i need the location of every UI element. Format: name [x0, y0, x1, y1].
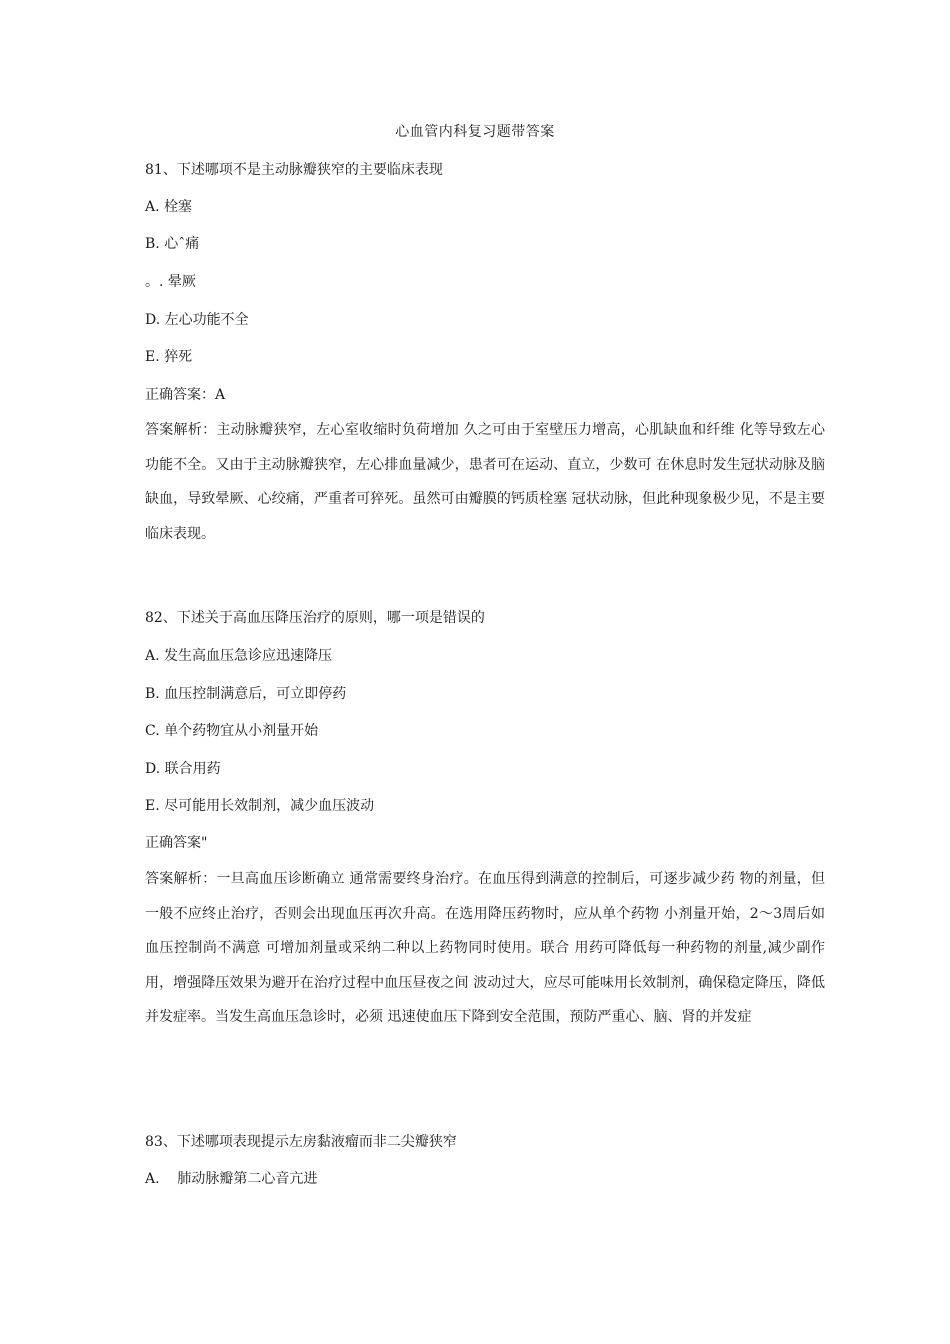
correct-answer-81: 正确答案：A — [145, 387, 226, 403]
option-b: B. 血压控制满意后，可立即停药 — [145, 686, 347, 702]
page-title: 心血管内科复习题带答案 — [395, 124, 555, 140]
option-c: 。. 晕厥 — [145, 274, 196, 290]
explanation-81: 答案解析：主动脉瓣狭窄，左心室收缩时负荷增加 久之可由于室壁压力增高，心肌缺血和纤维 化等导致左心功能不全。又由于主动脉瓣狭窄，左心排血量减少，患者可在运动、直立，少数可 在休息时发生冠状动脉及脑缺血，导致晕厥、心绞痛，严重者可猝死。虽然可由瓣膜的钙质栓塞 冠状动脉，但此种现象极少见，不是主要临床表现。 — [145, 422, 825, 542]
option-a: A. 栓塞 — [145, 199, 193, 215]
option-d: D. 左心功能不全 — [145, 312, 249, 328]
correct-answer-82: 正确答案" — [145, 835, 208, 851]
option-e: E. 尽可能用长效制剂，减少血压波动 — [145, 798, 375, 814]
option-d: D. 联合用药 — [145, 761, 221, 777]
option-a: A. 肺动脉瓣第二心音亢进 — [145, 1171, 318, 1187]
question-stem-81: 81、下述哪项不是主动脉瓣狭窄的主要临床表现 — [145, 162, 443, 178]
option-e: E. 猝死 — [145, 349, 193, 365]
option-a: A. 发生高血压急诊应迅速降压 — [145, 648, 333, 664]
question-stem-83: 83、下述哪项表现提示左房黏液瘤而非二尖瓣狭窄 — [145, 1134, 457, 1150]
option-b: B. 心ˆ痛 — [145, 236, 200, 252]
option-c: C. 单个药物宜从小剂量开始 — [145, 723, 319, 739]
explanation-82: 答案解析：一旦高血压诊断确立 通常需要终身治疗。在血压得到满意的控制后，可逐步减少药 物的剂量，但一般不应终止治疗，否则会出现血压再次升高。在选用降压药物时，应从单个药物 小剂量开始，2〜3周后如血压控制尚不满意 可增加剂量或采纳二种以上药物同时使用。联合 用药可降低每一种药物的剂量,减少副作用，增强降压效果为避开在治疗过程中血压昼夜之间 波动过大，应尽可能味用长效制剂，确保稳定降压，降低并发症率。当发生高血压急诊时，必须 迅速使血压下降到安全范围，预防严重心、脑、肾的并发症 — [145, 871, 825, 1025]
question-stem-82: 82、下述关于高血压降压治疗的原则，哪一项是错误的 — [145, 610, 485, 626]
